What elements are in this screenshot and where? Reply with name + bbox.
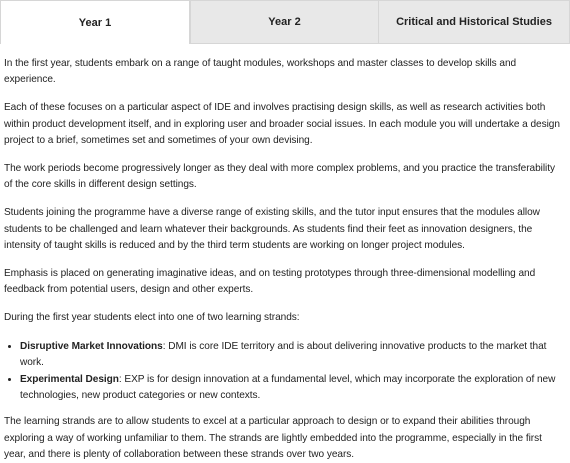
list-item xyxy=(20,372,566,404)
paragraph-strands-intro: During the first year students elect into one of two learning strands: xyxy=(4,312,300,324)
paragraph-work-periods: The work periods become progressively longer as they deal with more complex problems, and you practice the transferability of the core skills in different design settings. xyxy=(4,163,556,191)
tab-year-2[interactable]: Year 2 xyxy=(190,0,378,44)
paragraph-students: Students joining the programme have a diverse range of existing skills, and the tutor input ensures that the modules allow students to be challenged and learn whatever their backgrounds. As students find their feet as innovation designers, the intensity of taught skills is reduced and by the third term students are working on longer project modules. xyxy=(4,207,540,251)
paragraph-strands-purpose: The learning strands are to allow students to excel at a particular approach to design or to expand their abilities through exploring a way of working unfamiliar to them. The strands are lightly embedded into the programme, especially in the first year, and there is plenty of collaboration between these strands over two years. xyxy=(4,416,542,460)
strand-text: : EXP is for design innovation at a fundamental level, which may incorporate the exploration of new technologies, new product categories or new contexts. xyxy=(20,374,556,402)
paragraph-emphasis: Emphasis is placed on generating imaginative ideas, and on testing prototypes through three-dimensional modelling and feedback from potential users, design and other experts. xyxy=(4,268,536,296)
list-item xyxy=(20,339,566,371)
tab-panel-year-1 xyxy=(0,44,570,463)
strand-title: Experimental Design xyxy=(20,374,119,386)
tab-critical-historical-studies[interactable]: Critical and Historical Studies xyxy=(378,0,570,44)
strand-text: : DMI is core IDE territory and is about delivering innovative products to the market that work. xyxy=(20,340,547,368)
paragraph-focus: Each of these focuses on a particular aspect of IDE and involves practising design skills, as well as research activities both within product development itself, and in exploring user and broader social issues. In each module you will undertake a design project to a brief, sometimes set and sometimes of your own devising. xyxy=(4,102,560,146)
paragraph-intro: In the first year, students embark on a range of taught modules, workshops and master classes to develop skills and experience. xyxy=(4,58,517,86)
tab-bar xyxy=(0,0,570,44)
strand-title: Disruptive Market Innovations xyxy=(20,340,163,352)
strands-list xyxy=(4,339,566,405)
tab-year-1[interactable]: Year 1 xyxy=(0,0,190,44)
